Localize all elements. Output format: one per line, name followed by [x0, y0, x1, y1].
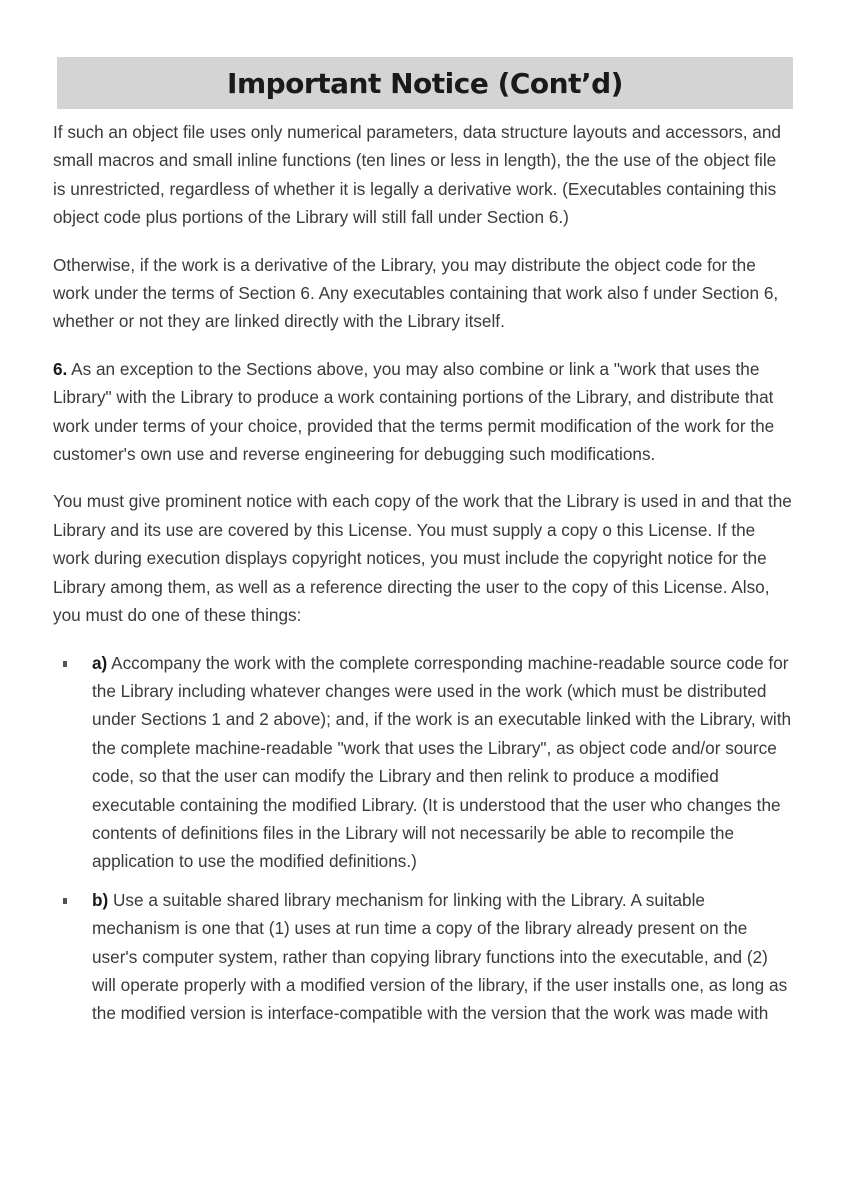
requirements-list [53, 649, 793, 1028]
list-item [53, 886, 793, 1028]
paragraph-section-6 [53, 355, 793, 469]
bullet-icon [63, 661, 67, 667]
paragraph-derivative-work: Otherwise, if the work is a derivative of the Library, you may distribute the object code for the work under the terms of Section 6. Any executables containing that work also f under Section 6, whether or not they are linked directly with the Library itself. [53, 254, 779, 332]
paragraph-object-file: If such an object file uses only numerical parameters, data structure layouts and accessors, and small macros and small inline functions (ten lines or less in length), the the use of the object file is unrestricted, regardless of whether it is legally a derivative work. (Executables containing this object code plus portions of the Library will still fall under Section 6.) [53, 122, 781, 228]
item-label: a) [92, 652, 108, 673]
bullet-icon [63, 898, 67, 904]
item-label: b) [92, 889, 109, 910]
section-number: 6. [53, 358, 68, 379]
title-banner [57, 57, 793, 109]
item-text: Accompany the work with the complete corresponding machine-readable source code for the Library including whatever changes were used in the work (which must be distributed under Sections 1 and 2 above); and, if the work is an executable linked with the Library, with the complete machine-readable "work that uses the Library", as object code and/or source code, so that the user can modify the Library and then relink to produce a modified executable containing the modified Library. (It is understood that the user who changes the contents of definitions files in the Library will not necessarily be able to recompile the application to use the modified definitions.) [92, 652, 792, 872]
item-text: Use a suitable shared library mechanism for linking with the Library. A suitable mechanism is one that (1) uses at run time a copy of the library already present on the user's computer system, rather than copying library functions into the executable, and (2) will operate properly with a modified version of the library, if the user installs one, as long as the modified version is interface-compatible with the version that the work was made with [92, 889, 788, 1024]
paragraph-notice-requirements: You must give prominent notice with each copy of the work that the Library is used in and that the Library and its use are covered by this License. You must supply a copy o this License. If the work during execution displays copyright notices, you must include the copyright notice for the Library among them, as well as a reference directing the user to the copy of this License. Also, you must do one of these things: [53, 491, 792, 626]
list-item [53, 649, 793, 876]
body-content [53, 118, 793, 1038]
page-title: Important Notice (Cont’d) [227, 66, 623, 100]
section-6-text: As an exception to the Sections above, you may also combine or link a "work that uses the Library" with the Library to produce a work containing portions of the Library, and distribute that work under terms of your choice, provided that the terms permit modification of the work for the customer's own use and reverse engineering for debugging such modifications. [53, 358, 775, 465]
